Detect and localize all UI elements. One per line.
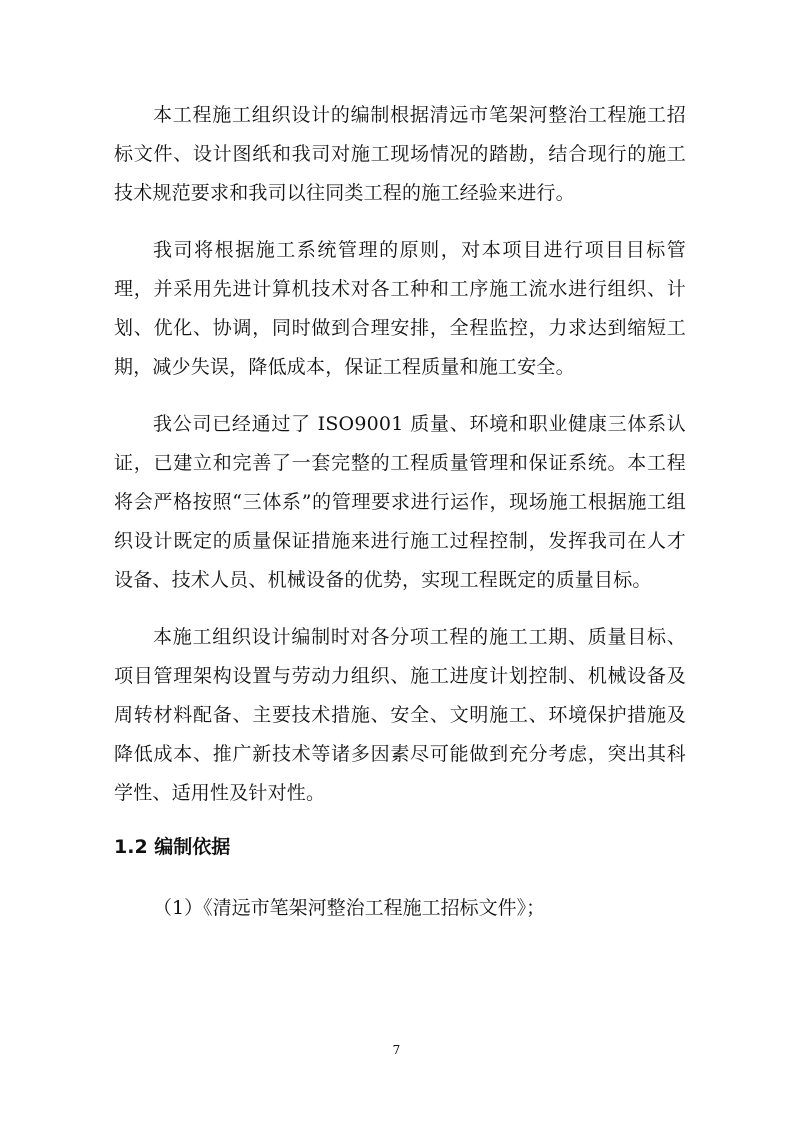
page-number: 7 bbox=[392, 1043, 401, 1057]
paragraph-design-scope: 本施工组织设计编制时对各分项工程的施工工期、质量目标、项目管理架构设置与劳动力组织、施工进度计划控制、机械设备及周转材料配备、主要技术措施、安全、文明施工、环境保护措施及降低成本、推广新技术等诸多因素尽可能做到充分考虑，突出其科学性、适用性及针对性。 bbox=[114, 626, 686, 804]
paragraph-system-management: 我司将根据施工系统管理的原则，对本项目进行项目目标管理，并采用先进计算机技术对各工种和工序施工流水进行组织、计划、优化、协调，同时做到合理安排，全程监控，力求达到缩短工期，减少失误，降低成本，保证工程质量和施工安全。 bbox=[114, 239, 686, 378]
page-body bbox=[114, 96, 686, 928]
paragraph-compilation-basis: 本工程施工组织设计的编制根据清远市笔架河整治工程施工招标文件、设计图纸和我司对施工现场情况的踏勘，结合现行的施工技术规范要求和我司以往同类工程的施工经验来进行。 bbox=[114, 104, 686, 204]
paragraph-quality-certification: 我公司已经通过了 ISO9001 质量、环境和职业健康三体系认证，已建立和完善了一套完整的工程质量管理和保证系统。本工程将会严格按照“三体系”的管理要求进行运作，现场施工根据施工组织设计既定的质量保证措施来进行施工过程控制，发挥我司在人才设备、技术人员、机械设备的优势，实现工程既定的质量目标。 bbox=[114, 413, 686, 591]
section-heading: 1.2 编制依据 bbox=[114, 836, 231, 858]
list-item: （1）《清远市笔架河整治工程施工招标文件》； bbox=[153, 897, 546, 919]
